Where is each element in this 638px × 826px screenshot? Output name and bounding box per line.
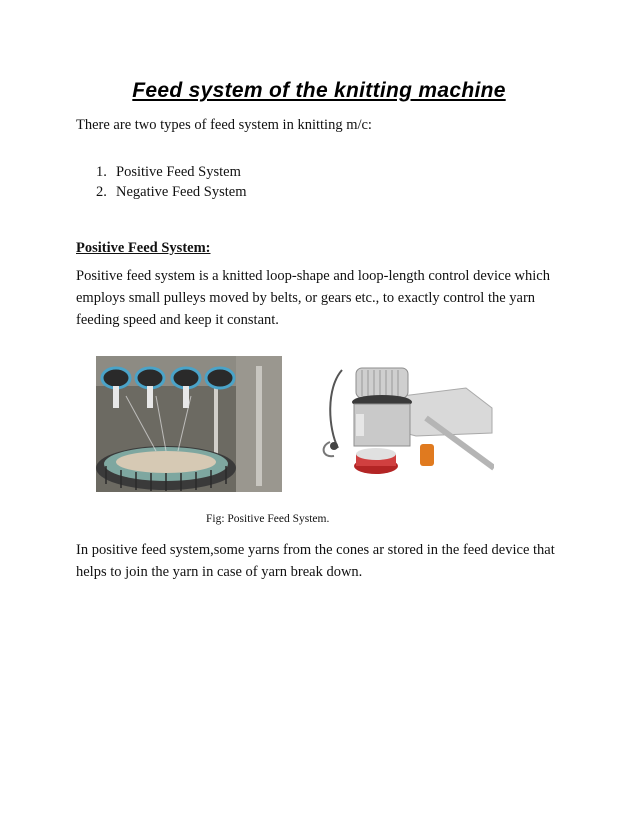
list-item-text: Positive Feed System xyxy=(116,164,241,180)
feed-device-illustration xyxy=(316,358,494,498)
list-item-number: 2. xyxy=(96,184,107,200)
knitting-machine-illustration xyxy=(96,356,282,492)
paragraph-positive-feed: Positive feed system is a knitted loop-shape and loop-length control device which employs small pulleys moved by belts, or gears etc., to exactly control the yarn feeding speed and keep it constant. xyxy=(76,268,550,328)
list-item-number: 1. xyxy=(96,164,107,180)
intro-text: There are two types of feed system in knitting m/c: xyxy=(76,117,372,133)
section-heading: Positive Feed System: xyxy=(76,240,211,256)
list-item xyxy=(96,182,246,202)
positive-feed-device-photo xyxy=(316,358,494,498)
paragraph-yarn-storage: In positive feed system,some yarns from the cones ar stored in the feed device that helps to join the yarn in case of yarn break down. xyxy=(76,542,555,580)
feed-system-types-list xyxy=(96,162,246,202)
list-item-text: Negative Feed System xyxy=(116,184,247,200)
list-item xyxy=(96,162,246,182)
knitting-machine-photo xyxy=(96,356,282,492)
figure-caption: Fig: Positive Feed System. xyxy=(206,513,330,525)
document-title: Feed system of the knitting machine xyxy=(132,79,506,102)
